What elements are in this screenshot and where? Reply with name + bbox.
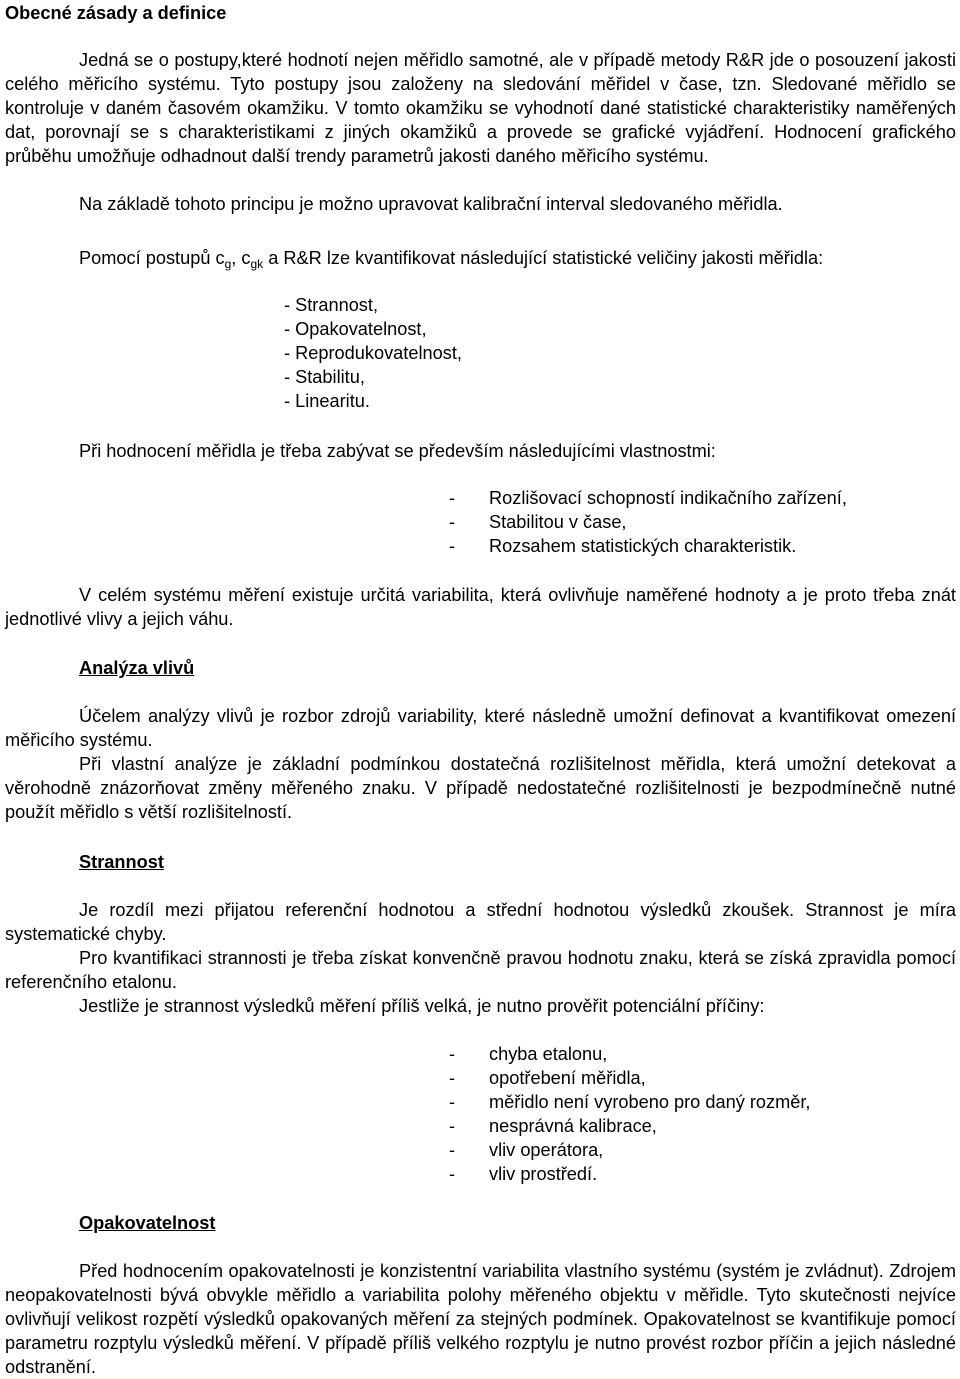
list-item: - měřidlo není vyrobeno pro daný rozměr, [449, 1092, 811, 1112]
bias-paragraph-1: Je rozdíl mezi přijatou referenční hodnotou a střední hodnotou výsledků zkoušek. Strannost je míra systematické chyby. [5, 900, 956, 944]
list-item: - vliv prostředí. [449, 1164, 598, 1184]
list-item: - Stabilitu, [284, 367, 365, 387]
section-title: Obecné zásady a definice [5, 3, 227, 23]
dash-bullet: - [449, 536, 456, 556]
bias-paragraph-3: Jestliže je strannost výsledků měření příliš velká, je nutno prověřit potenciální příčiny: [79, 996, 765, 1016]
intro-paragraph-2: Na základě tohoto principu je možno upravovat kalibrační interval sledovaného měřidla. [79, 194, 783, 214]
intro-paragraph: Jedná se o postupy,které hodnotí nejen měřidlo samotné, ale v případě metody R&R jde o posouzení jakosti celého měřicího systému. Tyto postupy jsou založeny na sledování měřidel v čase, tzn. Sledované měřidlo se kontroluje v daném časovém okamžiku. V tomto okamžiku se vyhodnotí dané statistické charakteristiky naměřených dat, porovnají se s charakteristikami z jiných okamžiků a provede se grafické vyjádření. Hodnocení grafického průběhu umožňuje odhadnout další trendy parametrů jakosti daného měřicího systému. [5, 50, 956, 166]
list-item: - Opakovatelnost, [284, 319, 427, 339]
analysis-paragraph-1: Účelem analýzy vlivů je rozbor zdrojů variability, které následně umožní definovat a kvantifikovat omezení měřicího systému. [5, 706, 956, 750]
properties-list [449, 486, 847, 558]
dash-bullet: - [449, 512, 456, 532]
causes-list [449, 1042, 810, 1186]
quantities-list [5, 293, 462, 413]
dash-bullet: - [449, 1116, 456, 1136]
list-item: - opotřebení měřidla, [449, 1068, 646, 1088]
dash-bullet: - [449, 488, 456, 508]
evaluation-intro: Při hodnocení měřidla je třeba zabývat se především následujícími vlastnostmi: [79, 441, 716, 461]
dash-bullet: - [449, 1068, 456, 1088]
list-item: - Stabilitou v čase, [449, 512, 627, 532]
list-item: - Linearitu. [284, 391, 370, 411]
list-item: - chyba etalonu, [449, 1044, 608, 1064]
list-item: - Rozsahem statistických charakteristik. [449, 536, 797, 556]
list-item: - vliv operátora, [449, 1140, 604, 1160]
bias-heading: Strannost [79, 852, 164, 872]
list-item: - nesprávná kalibrace, [449, 1116, 657, 1136]
analysis-paragraph-2: Při vlastní analýze je základní podmínkou dostatečná rozlišitelnost měřidla, která umožní detekovat a věrohodně znázorňovat změny měřeného znaku. V případě nedostatečné rozlišitelnosti je bezpodmínečně nutné použít měřidlo s větší rozlišitelností. [5, 754, 956, 822]
dash-bullet: - [449, 1140, 456, 1160]
methods-paragraph: Pomocí postupů $c_g$, $c_{gk}$ a R&R lze kvantifikovat následující statistické veličiny jakosti měřidla: [79, 248, 824, 271]
list-item: - Strannost, [284, 295, 379, 315]
repeatability-paragraph: Před hodnocením opakovatelnosti je konzistentní variabilita vlastního systému (systém je zvládnut). Zdrojem neopakovatelnosti bývá obvykle měřidlo a variabilita polohy měřeného objektu v měřidle. Tyto skutečnosti nejvíce ovlivňují velikost rozpětí výsledků opakovaných měření za stejných podmínek. Opakovatelnost se kvantifikuje pomocí parametru rozptylu výsledků měření. V případě příliš velkého rozptylu je nutno provést rozbor příčin a jejich následné odstranění. [5, 1261, 956, 1377]
repeatability-heading: Opakovatelnost [79, 1213, 216, 1233]
list-item: - Reprodukovatelnost, [284, 343, 462, 363]
dash-bullet: - [449, 1044, 456, 1064]
bias-paragraph-2: Pro kvantifikaci strannosti je třeba získat konvenčně pravou hodnotu znaku, která se získá zpravidla pomocí referenčního etalonu. [5, 948, 956, 992]
list-item: - Rozlišovací schopností indikačního zařízení, [449, 488, 847, 508]
dash-bullet: - [449, 1164, 456, 1184]
dash-bullet: - [449, 1092, 456, 1112]
analysis-heading: Analýza vlivů [79, 658, 195, 678]
variability-paragraph: V celém systému měření existuje určitá variabilita, která ovlivňuje naměřené hodnoty a je proto třeba znát jednotlivé vlivy a jejich váhu. [5, 585, 956, 629]
